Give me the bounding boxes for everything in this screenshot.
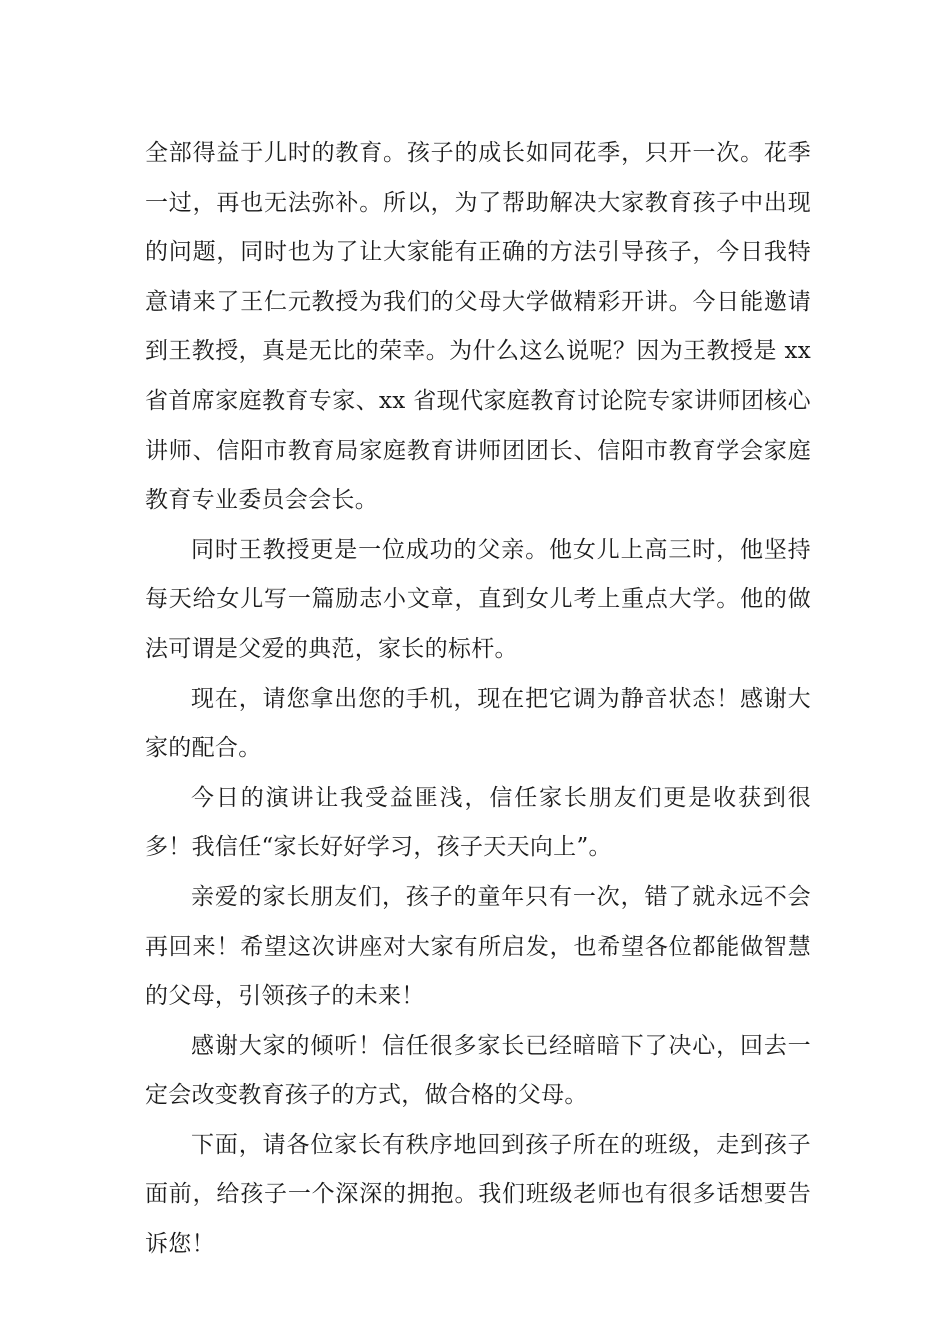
paragraph: 今日的演讲让我受益匪浅，信任家长朋友们更是收获到很多！我信任“家长好好学习，孩子天天向上”。 [145, 784, 811, 861]
paragraph: 下面，请各位家长有秩序地回到孩子所在的班级，走到孩子面前，给孩子一个深深的拥抱。我们班级老师也有很多话想要告诉您！ [145, 1131, 811, 1258]
paragraph: 同时王教授更是一位成功的父亲。他女儿上高三时，他坚持每天给女儿写一篇励志小文章，直到女儿考上重点大学。他的做法可谓是父爱的典范，家长的标杆。 [145, 536, 811, 662]
paragraph-continued: 全部得益于儿时的教育。孩子的成长如同花季，只开一次。花季一过，再也无法弥补。所以，为了帮助解决大家教育孩子中出现的问题，同时也为了让大家能有正确的方法引导孩子，今日我特意请来了王仁元教授为我们的父母大学做精彩开讲。今日能邀请到王教授，真是无比的荣幸。为什么这么说呢？因为王教授是 xx 省首席家庭教育专家、xx 省现代家庭教育讨论院专家讲师团核心讲师、信阳市教育局家庭教育讲师团团长、信阳市教育学会家庭教育专业委员会会长。 [145, 140, 811, 514]
paragraph: 感谢大家的倾听！信任很多家长已经暗暗下了决心，回去一定会改变教育孩子的方式，做合格的父母。 [145, 1032, 811, 1109]
paragraph: 现在，请您拿出您的手机，现在把它调为静音状态！感谢大家的配合。 [145, 685, 811, 762]
document-body [145, 129, 811, 1270]
paragraph: 亲爱的家长朋友们，孩子的童年只有一次，错了就永远不会再回来！希望这次讲座对大家有所启发，也希望各位都能做智慧的父母，引领孩子的未来！ [145, 883, 811, 1010]
